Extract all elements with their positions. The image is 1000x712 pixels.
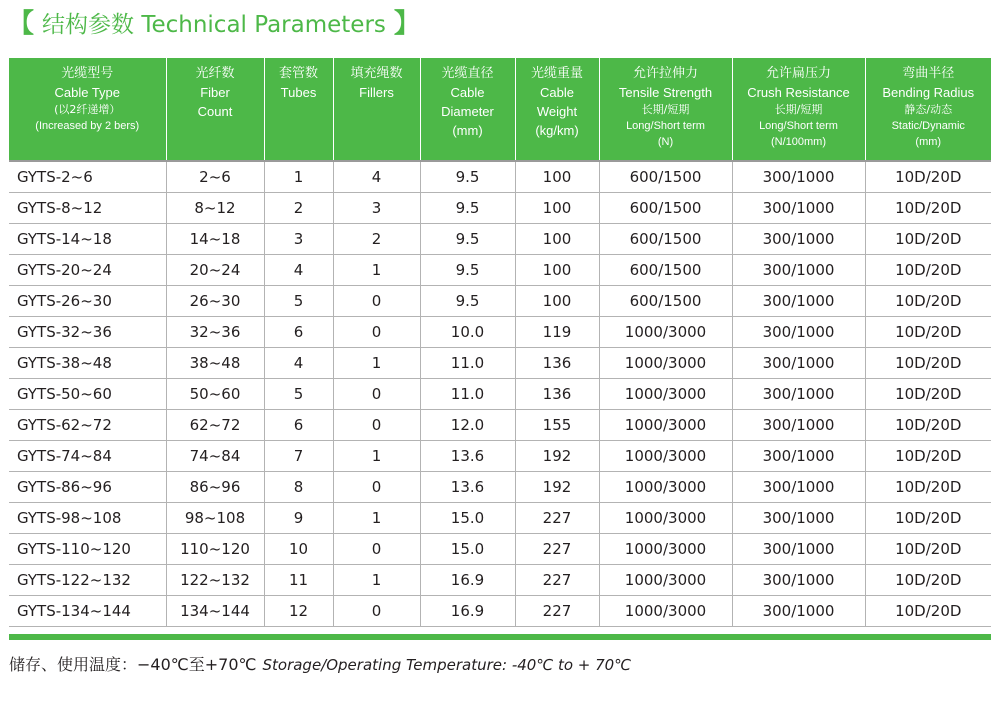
temperature-footnote — [9, 652, 631, 675]
table-row — [9, 596, 991, 627]
header-en: Tensile Strength — [618, 85, 713, 100]
cell-diameter: 16.9 — [420, 596, 515, 627]
title-bracket-open: 【 — [8, 9, 35, 39]
cell-diameter: 13.6 — [420, 441, 515, 472]
cell-tensile: 1000/3000 — [599, 503, 732, 534]
header-cn: 光纤数 — [195, 66, 235, 81]
cell-diameter: 16.9 — [420, 565, 515, 596]
cell-fillers: 1 — [333, 441, 420, 472]
cell-crush: 300/1000 — [732, 472, 865, 503]
cell-diameter: 9.5 — [420, 193, 515, 224]
cell-fiber-count: 38~48 — [166, 348, 264, 379]
cell-tensile: 1000/3000 — [599, 472, 732, 503]
header-tensile-strength — [599, 58, 732, 161]
title-text: 结构参数 Technical Parameters — [42, 12, 386, 38]
cell-weight: 100 — [515, 193, 599, 224]
cell-bending: 10D/20D — [865, 224, 991, 255]
cell-fillers: 1 — [333, 565, 420, 596]
header-cn: 允许扁压力 — [765, 66, 831, 81]
header-sub2: Static/Dynamic — [891, 120, 965, 132]
table-row — [9, 317, 991, 348]
cell-cable-type: GYTS-110~120 — [9, 534, 166, 565]
cell-tubes: 10 — [264, 534, 333, 565]
header-en: Bending Radius — [882, 85, 975, 100]
header-fiber-count — [166, 58, 264, 161]
cell-cable-type: GYTS-14~18 — [9, 224, 166, 255]
header-fillers — [333, 58, 420, 161]
header-en3: (kg/km) — [535, 123, 579, 138]
cell-weight: 227 — [515, 565, 599, 596]
cell-tensile: 1000/3000 — [599, 348, 732, 379]
cell-bending: 10D/20D — [865, 379, 991, 410]
cell-crush: 300/1000 — [732, 410, 865, 441]
cell-fillers: 0 — [333, 596, 420, 627]
cell-tubes: 4 — [264, 255, 333, 286]
cell-bending: 10D/20D — [865, 255, 991, 286]
header-sub2: (Increased by 2 bers) — [35, 120, 140, 132]
cell-bending: 10D/20D — [865, 161, 991, 193]
table-row — [9, 379, 991, 410]
header-en: Fiber — [200, 85, 230, 100]
cell-crush: 300/1000 — [732, 317, 865, 348]
cell-weight: 192 — [515, 472, 599, 503]
header-cn: 弯曲半径 — [902, 66, 955, 81]
cell-tubes: 8 — [264, 472, 333, 503]
cell-cable-type: GYTS-32~36 — [9, 317, 166, 348]
table-row — [9, 472, 991, 503]
table-row — [9, 224, 991, 255]
cell-weight: 155 — [515, 410, 599, 441]
header-en: Cable Type — [54, 85, 121, 100]
cell-tubes: 2 — [264, 193, 333, 224]
cell-weight: 100 — [515, 286, 599, 317]
cell-weight: 119 — [515, 317, 599, 348]
cell-tubes: 5 — [264, 379, 333, 410]
cell-tubes: 3 — [264, 224, 333, 255]
cell-crush: 300/1000 — [732, 255, 865, 286]
header-cn: 套管数 — [278, 66, 318, 81]
cell-weight: 192 — [515, 441, 599, 472]
cell-diameter: 13.6 — [420, 472, 515, 503]
cell-bending: 10D/20D — [865, 596, 991, 627]
header-en2: Weight — [536, 104, 578, 119]
cell-fiber-count: 110~120 — [166, 534, 264, 565]
table-row — [9, 161, 991, 193]
cell-tubes: 12 — [264, 596, 333, 627]
cell-fiber-count: 32~36 — [166, 317, 264, 348]
table-row — [9, 410, 991, 441]
cell-crush: 300/1000 — [732, 193, 865, 224]
cell-fillers: 3 — [333, 193, 420, 224]
page-title — [8, 6, 420, 42]
table-row — [9, 441, 991, 472]
cell-fillers: 0 — [333, 410, 420, 441]
cell-tubes: 1 — [264, 161, 333, 193]
cell-weight: 136 — [515, 348, 599, 379]
cell-tensile: 1000/3000 — [599, 317, 732, 348]
cell-tubes: 6 — [264, 410, 333, 441]
cell-cable-type: GYTS-98~108 — [9, 503, 166, 534]
header-cn: 允许拉伸力 — [632, 66, 698, 81]
cell-tubes: 4 — [264, 348, 333, 379]
cell-tensile: 1000/3000 — [599, 441, 732, 472]
header-en: Cable — [540, 85, 574, 100]
header-sub3: (N/100mm) — [770, 136, 826, 148]
cell-bending: 10D/20D — [865, 193, 991, 224]
cell-tensile: 600/1500 — [599, 255, 732, 286]
header-sub: 静态/动态 — [904, 103, 953, 116]
cell-cable-type: GYTS-38~48 — [9, 348, 166, 379]
cell-fillers: 0 — [333, 286, 420, 317]
table-row — [9, 286, 991, 317]
cell-tensile: 1000/3000 — [599, 534, 732, 565]
table-header — [9, 58, 991, 161]
cell-bending: 10D/20D — [865, 503, 991, 534]
header-sub2: Long/Short term — [626, 120, 705, 132]
header-sub3: (mm) — [915, 136, 942, 148]
cell-diameter: 11.0 — [420, 379, 515, 410]
bottom-divider — [9, 634, 991, 640]
title-bracket-close: 】 — [393, 9, 420, 39]
cell-fillers: 1 — [333, 503, 420, 534]
cell-cable-type: GYTS-26~30 — [9, 286, 166, 317]
header-tubes — [264, 58, 333, 161]
header-crush-resistance — [732, 58, 865, 161]
cell-bending: 10D/20D — [865, 565, 991, 596]
cell-fiber-count: 134~144 — [166, 596, 264, 627]
cell-fillers: 0 — [333, 472, 420, 503]
cell-tensile: 600/1500 — [599, 286, 732, 317]
cell-weight: 227 — [515, 596, 599, 627]
cell-fiber-count: 2~6 — [166, 161, 264, 193]
table-body — [9, 161, 991, 627]
header-sub: 长期/短期 — [774, 103, 823, 116]
header-cable-diameter — [420, 58, 515, 161]
cell-weight: 136 — [515, 379, 599, 410]
header-row — [9, 58, 991, 161]
header-bending-radius — [865, 58, 991, 161]
table-row — [9, 565, 991, 596]
header-sub3: (N) — [657, 136, 674, 148]
header-sub: 长期/短期 — [641, 103, 690, 116]
cell-tubes: 5 — [264, 286, 333, 317]
cell-crush: 300/1000 — [732, 441, 865, 472]
cell-bending: 10D/20D — [865, 534, 991, 565]
cell-tensile: 1000/3000 — [599, 596, 732, 627]
cell-weight: 100 — [515, 161, 599, 193]
cell-cable-type: GYTS-20~24 — [9, 255, 166, 286]
header-sub: (以2纤递增） — [54, 103, 121, 116]
cell-bending: 10D/20D — [865, 410, 991, 441]
cell-cable-type: GYTS-8~12 — [9, 193, 166, 224]
cell-crush: 300/1000 — [732, 224, 865, 255]
cell-fillers: 1 — [333, 255, 420, 286]
header-en3: (mm) — [452, 123, 483, 138]
cell-cable-type: GYTS-50~60 — [9, 379, 166, 410]
header-en: Tubes — [280, 85, 317, 100]
cell-crush: 300/1000 — [732, 596, 865, 627]
cell-bending: 10D/20D — [865, 441, 991, 472]
cell-fillers: 0 — [333, 534, 420, 565]
cell-fiber-count: 86~96 — [166, 472, 264, 503]
cell-cable-type: GYTS-62~72 — [9, 410, 166, 441]
cell-bending: 10D/20D — [865, 286, 991, 317]
cell-diameter: 9.5 — [420, 224, 515, 255]
cell-tensile: 1000/3000 — [599, 379, 732, 410]
header-en2: Diameter — [441, 104, 494, 119]
cell-diameter: 15.0 — [420, 534, 515, 565]
table-row — [9, 193, 991, 224]
cell-tubes: 6 — [264, 317, 333, 348]
header-sub2: Long/Short term — [759, 120, 838, 132]
cell-cable-type: GYTS-86~96 — [9, 472, 166, 503]
cell-fiber-count: 62~72 — [166, 410, 264, 441]
cell-diameter: 9.5 — [420, 255, 515, 286]
cell-crush: 300/1000 — [732, 286, 865, 317]
table-row — [9, 255, 991, 286]
header-en: Crush Resistance — [747, 85, 850, 100]
cell-fiber-count: 14~18 — [166, 224, 264, 255]
cell-weight: 100 — [515, 255, 599, 286]
cell-weight: 227 — [515, 503, 599, 534]
cell-bending: 10D/20D — [865, 472, 991, 503]
cell-cable-type: GYTS-2~6 — [9, 161, 166, 193]
cell-fiber-count: 122~132 — [166, 565, 264, 596]
cell-diameter: 12.0 — [420, 410, 515, 441]
cell-cable-type: GYTS-74~84 — [9, 441, 166, 472]
cell-tensile: 600/1500 — [599, 161, 732, 193]
cell-diameter: 11.0 — [420, 348, 515, 379]
header-cable-weight — [515, 58, 599, 161]
header-en: Cable — [450, 85, 485, 100]
cell-crush: 300/1000 — [732, 348, 865, 379]
cell-diameter: 15.0 — [420, 503, 515, 534]
cell-cable-type: GYTS-134~144 — [9, 596, 166, 627]
cell-fiber-count: 50~60 — [166, 379, 264, 410]
cell-tensile: 600/1500 — [599, 224, 732, 255]
header-en2: Count — [197, 104, 233, 119]
footnote-en: Storage/Operating Temperature: -40℃ to + 70℃ — [262, 656, 632, 674]
cell-fiber-count: 26~30 — [166, 286, 264, 317]
cell-weight: 227 — [515, 534, 599, 565]
table-row — [9, 534, 991, 565]
cell-tubes: 11 — [264, 565, 333, 596]
header-en: Fillers — [359, 85, 394, 100]
cell-diameter: 9.5 — [420, 161, 515, 193]
cell-crush: 300/1000 — [732, 565, 865, 596]
cell-fiber-count: 74~84 — [166, 441, 264, 472]
cell-fillers: 4 — [333, 161, 420, 193]
cell-tubes: 9 — [264, 503, 333, 534]
cell-tensile: 1000/3000 — [599, 410, 732, 441]
cell-fiber-count: 8~12 — [166, 193, 264, 224]
cell-diameter: 10.0 — [420, 317, 515, 348]
cell-crush: 300/1000 — [732, 379, 865, 410]
cell-fillers: 0 — [333, 379, 420, 410]
cell-crush: 300/1000 — [732, 534, 865, 565]
technical-parameters-table — [9, 58, 991, 627]
table-row — [9, 503, 991, 534]
cell-fillers: 1 — [333, 348, 420, 379]
cell-crush: 300/1000 — [732, 503, 865, 534]
footnote-cn: 储存、使用温度：−40℃至+70℃ — [9, 655, 257, 674]
cell-weight: 100 — [515, 224, 599, 255]
cell-tensile: 1000/3000 — [599, 565, 732, 596]
cell-fillers: 0 — [333, 317, 420, 348]
cell-fiber-count: 20~24 — [166, 255, 264, 286]
header-cable-type — [9, 58, 166, 161]
cell-tensile: 600/1500 — [599, 193, 732, 224]
cell-bending: 10D/20D — [865, 317, 991, 348]
header-cn: 填充绳数 — [350, 66, 403, 81]
cell-diameter: 9.5 — [420, 286, 515, 317]
cell-bending: 10D/20D — [865, 348, 991, 379]
cell-fillers: 2 — [333, 224, 420, 255]
header-cn: 光缆重量 — [530, 66, 583, 81]
header-cn: 光缆直径 — [441, 66, 494, 81]
table-row — [9, 348, 991, 379]
cell-tubes: 7 — [264, 441, 333, 472]
cell-crush: 300/1000 — [732, 161, 865, 193]
header-cn: 光缆型号 — [61, 66, 114, 81]
cell-cable-type: GYTS-122~132 — [9, 565, 166, 596]
cell-fiber-count: 98~108 — [166, 503, 264, 534]
